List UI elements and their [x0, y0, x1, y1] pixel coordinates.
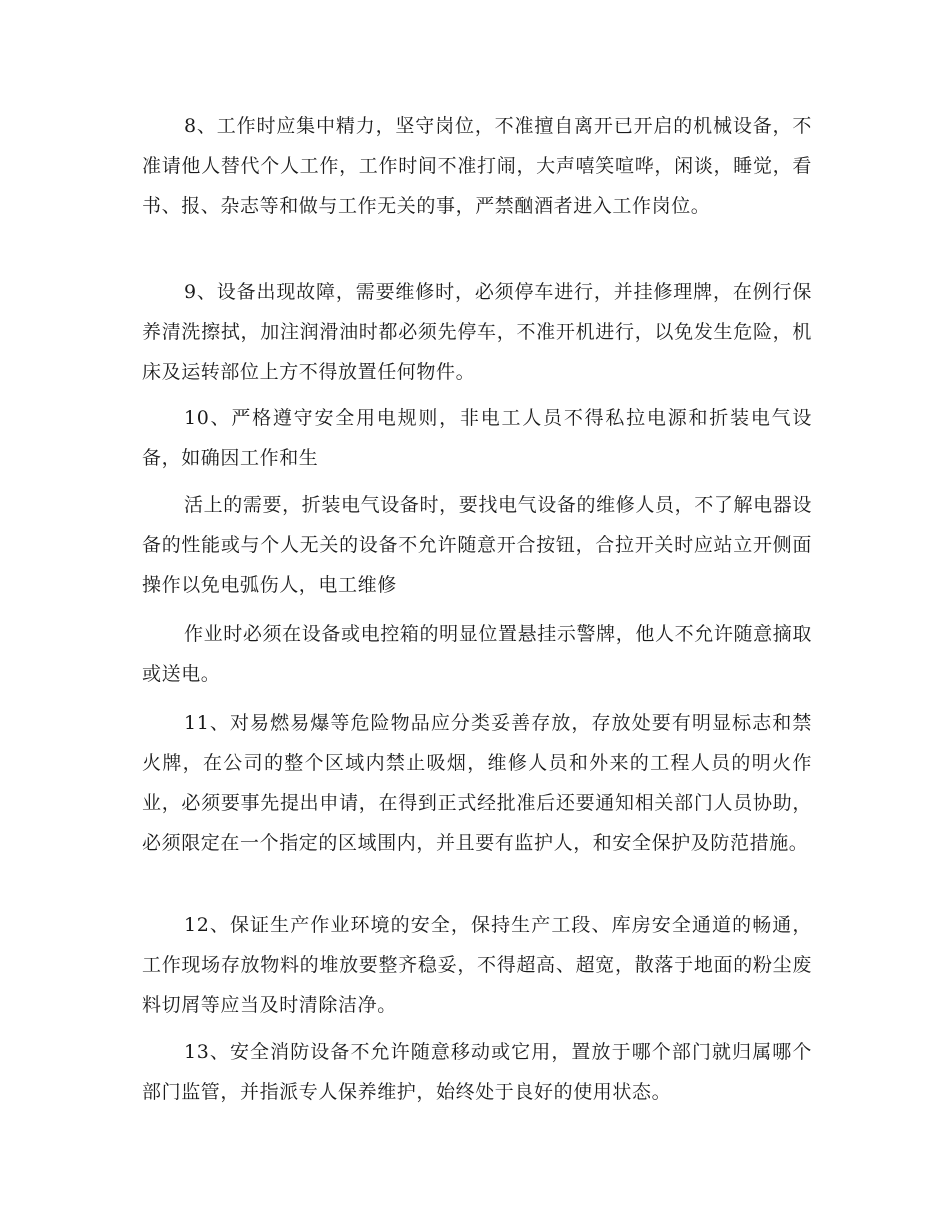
paragraph-rule-10-continued-2: 作业时必须在设备或电控箱的明显位置悬挂示警牌，他人不允许随意摘取或送电。	[142, 623, 812, 685]
paragraph-rule-8: 8、工作时应集中精力，坚守岗位，不准擅自离开已开启的机械设备，不准请他人替代个人工作，工作时间不准打闹，大声嘻笑喧哗，闲谈，睡觉，看书、报、杂志等和做与工作无关的事，严禁酗酒者进入工作岗位。	[142, 115, 812, 217]
paragraph-rule-11: 11、对易燃易爆等危险物品应分类妥善存放，存放处要有明显标志和禁火牌，在公司的整个区域内禁止吸烟，维修人员和外来的工程人员的明火作业，必须要事先提出申请，在得到正式经批准后还要通知相关部门人员协助，必须限定在一个指定的区域围内，并且要有监护人，和安全保护及防范措施。	[142, 712, 812, 854]
paragraph-rule-12: 12、保证生产作业环境的安全，保持生产工段、库房安全通道的畅通，工作现场存放物料的堆放要整齐稳妥，不得超高、超宽，散落于地面的粉尘废料切屑等应当及时清除洁净。	[142, 914, 812, 1016]
paragraph-rule-9: 9、设备出现故障，需要维修时，必须停车进行，并挂修理牌，在例行保养清洗擦拭，加注润滑油时都必须先停车，不准开机进行，以免发生危险，机床及运转部位上方不得放置任何物件。	[142, 281, 812, 383]
paragraph-rule-10: 10、严格遵守安全用电规则，非电工人员不得私拉电源和折装电气设备，如确因工作和生	[142, 407, 812, 469]
paragraph-rule-13: 13、安全消防设备不允许随意移动或它用，置放于哪个部门就归属哪个部门监管，并指派专人保养维护，始终处于良好的使用状态。	[142, 1041, 812, 1103]
paragraph-rule-10-continued: 活上的需要，折装电气设备时，要找电气设备的维修人员，不了解电器设备的性能或与个人无关的设备不允许随意开合按钮，合拉开关时应站立开侧面操作以免电弧伤人，电工维修	[142, 494, 812, 596]
